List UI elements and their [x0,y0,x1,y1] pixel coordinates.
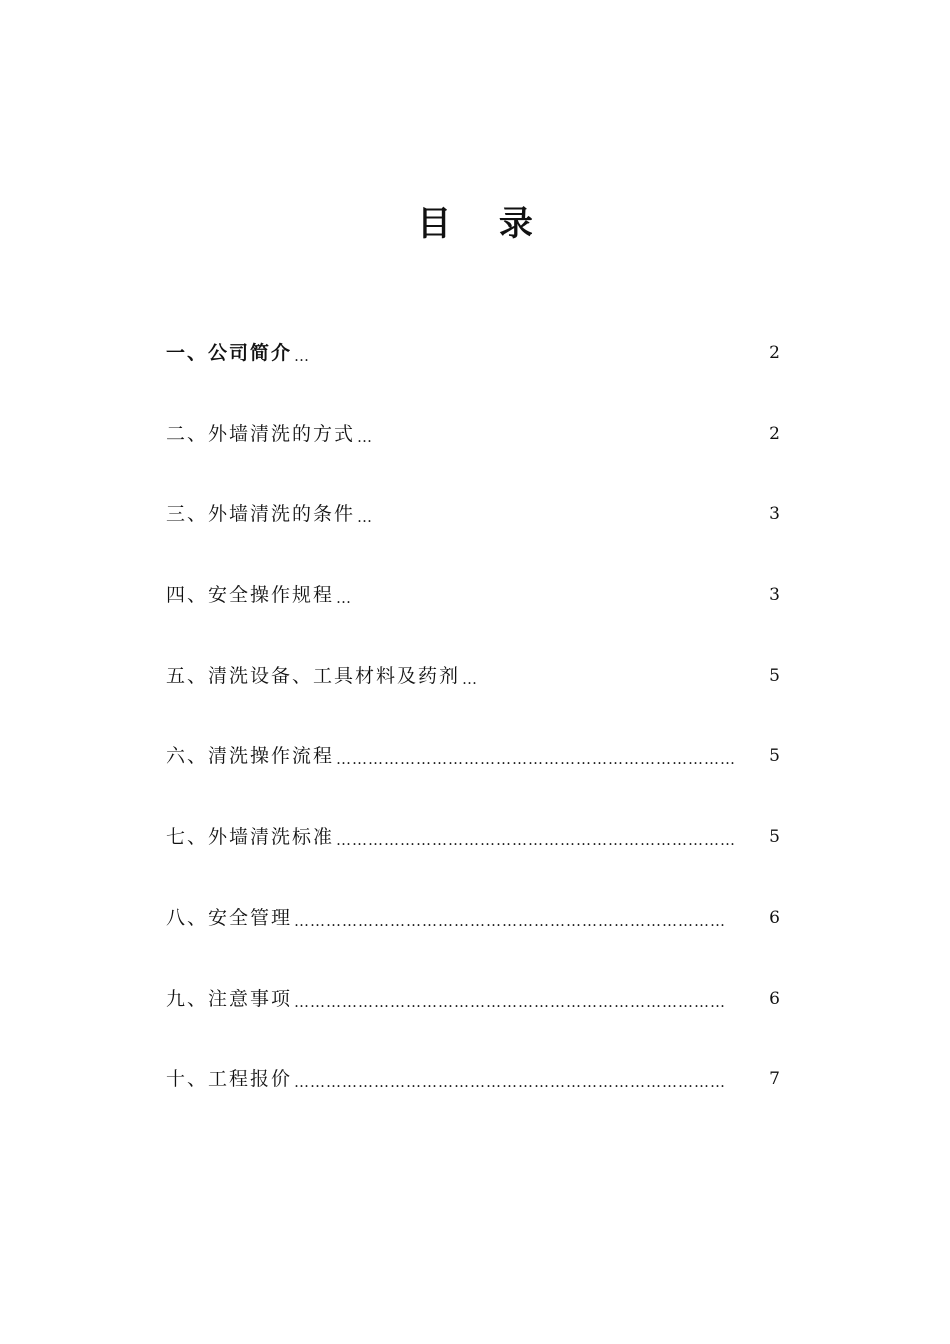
toc-row [166,903,780,933]
toc-entry-label: 六、清洗操作流程 [166,745,335,768]
toc-row [166,984,780,1014]
toc-entry-label: 十、工程报价 [166,1068,293,1091]
toc-entry-page: 6 [769,988,780,1009]
toc-entry [166,330,780,411]
toc-entry-page: 5 [769,827,780,848]
toc-entry-label: 一、公司简介 [166,342,293,364]
toc-entry [166,895,780,976]
toc-entry-label: 九、注意事项 [166,987,293,1010]
toc-list [166,330,780,1137]
toc-entry-page: 2 [769,423,780,444]
toc-entry [166,653,780,734]
toc-title: 目 录 [417,204,551,244]
toc-entry [166,491,780,572]
toc-row [166,1064,780,1094]
toc-entry-label: 七、外墙清洗标准 [166,826,335,849]
toc-entry-label: 四、安全操作规程 [166,584,335,607]
toc-row [166,661,780,691]
toc-leader-dots: ……………………………………………………………………… [294,1073,727,1092]
toc-row [166,741,780,771]
toc-entry [166,411,780,492]
toc-entry [166,976,780,1057]
toc-leader-dots: … [336,589,353,608]
toc-leader-dots: … [357,508,374,527]
toc-leader-dots: … [462,669,479,688]
toc-entry [166,572,780,653]
toc-leader-dots: ………………………………………………………………… [336,831,737,850]
toc-entry-page: 5 [769,746,780,767]
toc-leader-dots: ……………………………………………………………………… [294,992,727,1011]
toc-row [166,822,780,852]
toc-entry [166,733,780,814]
toc-leader-dots: … [294,347,311,365]
toc-entry [166,814,780,895]
toc-entry-label: 五、清洗设备、工具材料及药剂 [166,664,461,687]
toc-row [166,499,780,529]
toc-leader-dots: ………………………………………………………………… [336,750,737,769]
toc-entry-page: 5 [769,665,780,686]
toc-entry-page: 2 [769,343,780,363]
toc-entry-label: 三、外墙清洗的条件 [166,503,356,526]
toc-leader-dots: ……………………………………………………………………… [294,911,727,930]
toc-row [166,338,780,368]
toc-entry-page: 6 [769,907,780,928]
toc-entry-page: 3 [769,585,780,606]
toc-entry-page: 3 [769,504,780,525]
toc-leader-dots: … [357,427,374,446]
toc-entry-page: 7 [769,1069,780,1090]
toc-entry [166,1056,780,1137]
toc-entry-label: 八、安全管理 [166,906,293,929]
toc-row [166,580,780,610]
toc-entry-label: 二、外墙清洗的方式 [166,422,356,445]
toc-row [166,419,780,449]
